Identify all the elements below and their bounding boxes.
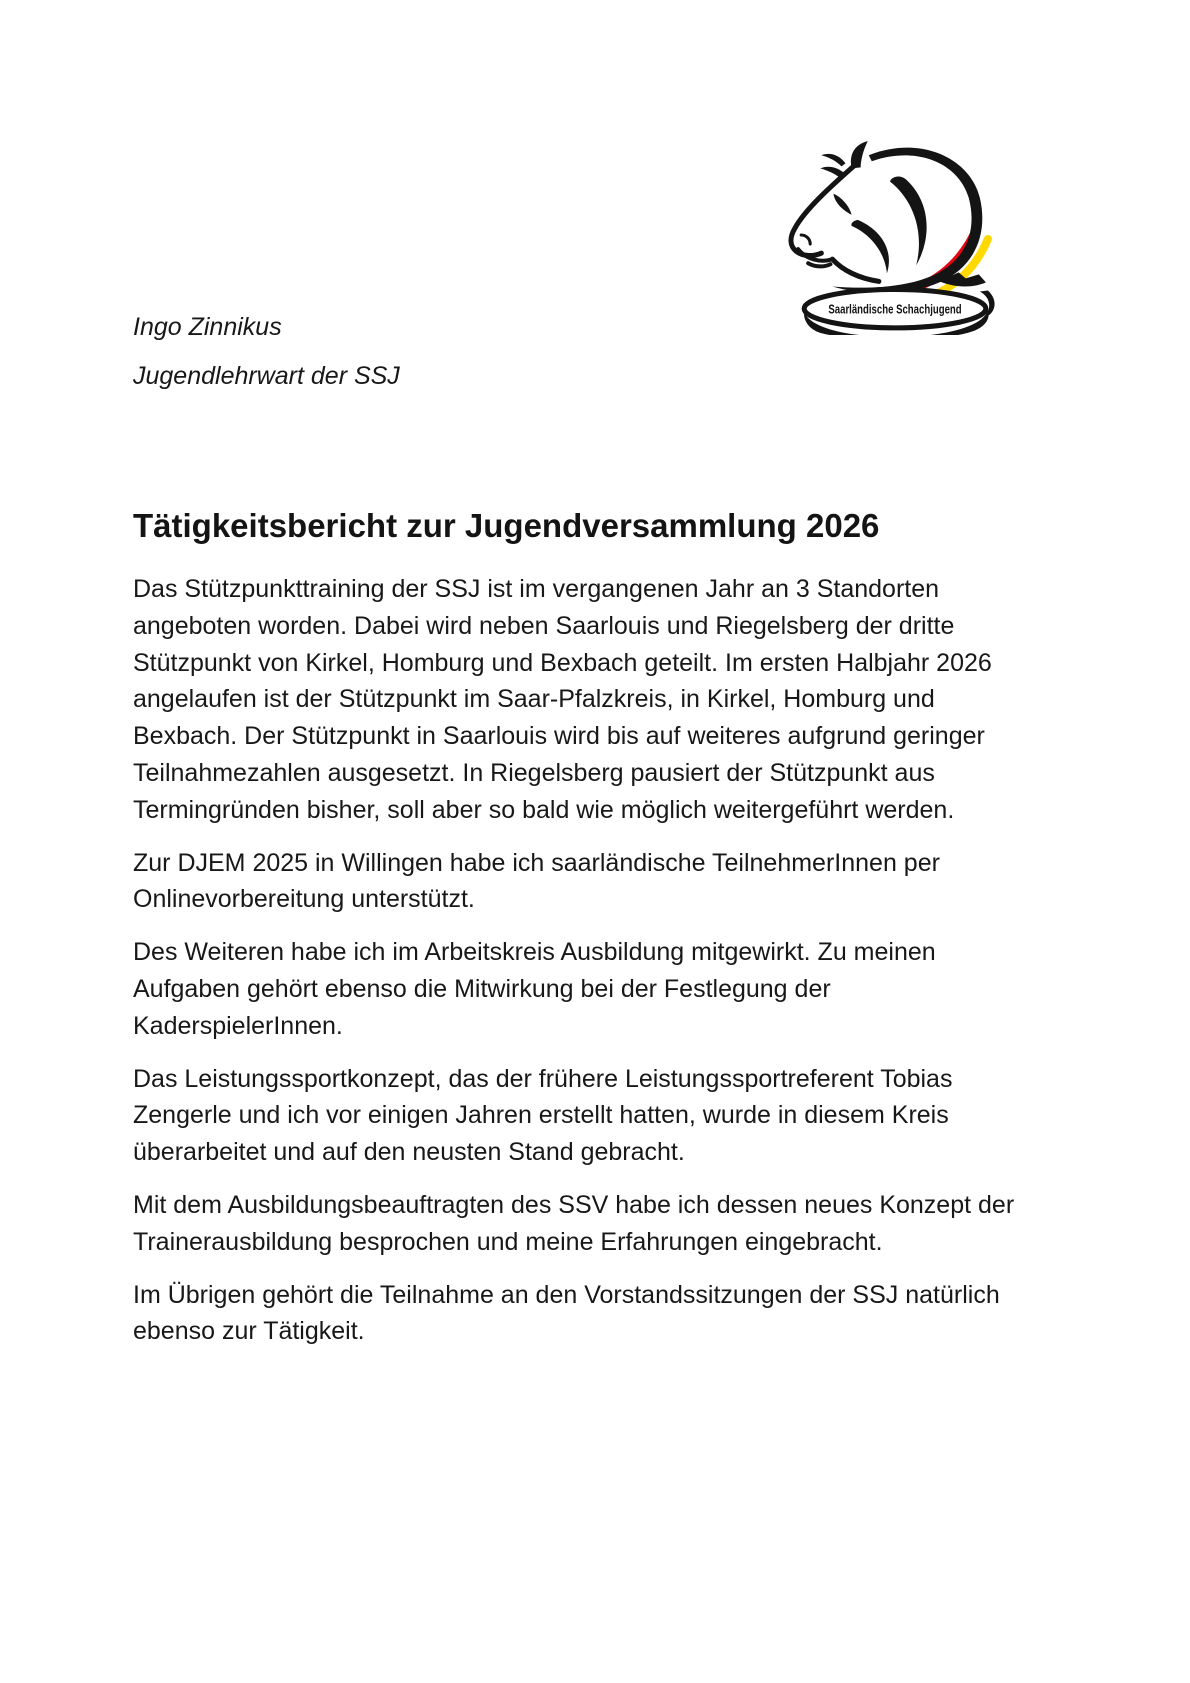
text-line: überarbeitet und auf den neusten Stand gebracht.	[133, 1138, 685, 1167]
paragraph-leistungssportkonzept	[133, 1061, 1073, 1171]
horse-jaw-line	[832, 259, 878, 281]
document-title: Tätigkeitsbericht zur Jugendversammlung 2026	[133, 507, 880, 544]
logo-caption: Saarländische Schachjugend	[828, 301, 962, 317]
text-line: Trainerausbildung besprochen und meine Erfahrungen eingebracht.	[133, 1227, 883, 1256]
text-line: Zengerle und ich vor einigen Jahren erstellt hatten, wurde in diesem Kreis	[133, 1101, 949, 1130]
horse-mouth-line	[798, 249, 832, 266]
ssj-logo	[788, 141, 1000, 335]
text-line: Onlinevorbereitung unterstützt.	[133, 885, 475, 914]
text-line: Stützpunkt von Kirkel, Homburg und Bexbach geteilt. Im ersten Halbjahr 2026	[133, 648, 992, 677]
horse-mane-crescent	[890, 177, 927, 266]
text-line: Bexbach. Der Stützpunkt in Saarlouis wird bis auf weiteres aufgrund geringer	[133, 722, 985, 751]
author-name: Ingo Zinnikus	[133, 313, 282, 341]
text-line: Das Stützpunkttraining der SSJ ist im vergangenen Jahr an 3 Standorten	[133, 575, 940, 603]
text-line: ebenso zur Tätigkeit.	[133, 1317, 365, 1346]
knight-logo-graphic	[788, 141, 1000, 335]
paragraph-djem	[133, 845, 1073, 919]
text-line: Teilnahmezahlen ausgesetzt. In Riegelsberg pausiert der Stützpunkt aus	[133, 758, 935, 787]
horse-cheek-crescent	[851, 220, 889, 274]
text-line: Aufgaben gehört ebenso die Mitwirkung bei der Festlegung der	[133, 974, 831, 1003]
paragraph-vorstandssitzungen	[133, 1277, 1073, 1351]
document-body	[133, 571, 1073, 1366]
horse-neck-outline	[832, 148, 982, 294]
paragraph-trainerausbildung	[133, 1187, 1073, 1261]
text-line: KaderspielerInnen.	[133, 1011, 343, 1040]
horse-forelock	[820, 154, 845, 178]
text-line: Termingründen bisher, soll aber so bald wie möglich weitergeführt werden.	[133, 795, 955, 824]
author-block	[133, 313, 400, 411]
horse-eye	[833, 194, 851, 215]
paragraph-stuetzpunkttraining	[133, 571, 1073, 829]
text-line: angelaufen ist der Stützpunkt im Saar-Pfalzkreis, in Kirkel, Homburg und	[133, 685, 935, 714]
paragraph-arbeitskreis	[133, 934, 1073, 1044]
author-role: Jugendlehrwart der SSJ	[133, 362, 400, 390]
text-line: Mit dem Ausbildungsbeauftragten des SSV habe ich dessen neues Konzept der	[133, 1190, 1015, 1219]
text-line: Das Leistungssportkonzept, das der frühere Leistungssportreferent Tobias	[133, 1064, 953, 1093]
horse-ear	[851, 141, 868, 168]
text-line: Des Weiteren habe ich im Arbeitskreis Ausbildung mitgewirkt. Zu meinen	[133, 938, 936, 967]
text-line: angeboten worden. Dabei wird neben Saarlouis und Riegelsberg der dritte	[133, 611, 955, 640]
text-line: Im Übrigen gehört die Teilnahme an den Vorstandssitzungen der SSJ natürlich	[133, 1280, 1000, 1309]
horse-nostril	[801, 235, 810, 244]
text-line: Zur DJEM 2025 in Willingen habe ich saarländische TeilnehmerInnen per	[133, 848, 940, 877]
